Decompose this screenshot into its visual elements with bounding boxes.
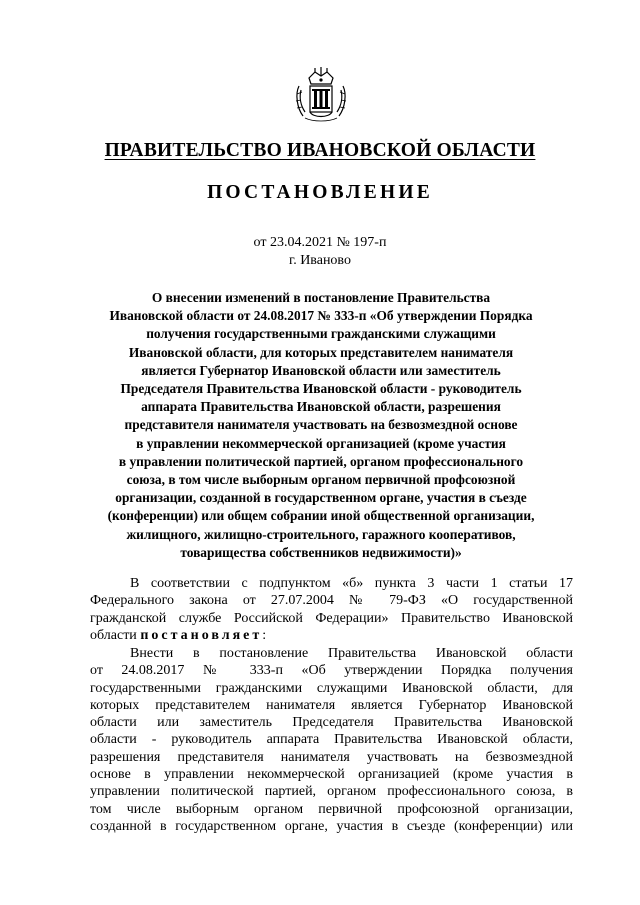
body-line: разрешения представителя нанимателя участвовать на безвозмездной	[90, 749, 573, 765]
body-line: государственными гражданскими служащими Ивановской области, для	[90, 680, 573, 696]
document-title	[82, 289, 560, 562]
paragraph-preamble	[90, 575, 573, 644]
title-line: представителя нанимателя участвовать на безвозмездной основе	[124, 417, 518, 433]
body-line: созданной в государственном органе, участия в съезде (конференции) или	[90, 818, 573, 834]
title-line: жилищного, жилищно-строительного, гаражного кооперативов,	[126, 526, 516, 542]
body-line: от 24.08.2017 № 333-п «Об утверждении Порядка получения	[90, 663, 573, 679]
body-line: том числе выборным органом первичной профсоюзной организации,	[90, 801, 573, 817]
body-line: В соответствии с подпунктом «б» пункта 3 части 1 статьи 17	[130, 576, 573, 591]
title-line: получения государственными гражданскими служащими	[146, 326, 496, 342]
title-line: союза, в том числе выборным органом первичной профсоюзной	[126, 472, 516, 488]
organization-heading: ПРАВИТЕЛЬСТВО ИВАНОВСКОЙ ОБЛАСТИ	[104, 140, 536, 161]
title-line: (конференции) или общем собрании иной общественной организации,	[107, 508, 535, 524]
date-number: от 23.04.2021 № 197-п	[253, 235, 387, 250]
title-line: является Губернатор Ивановской области или заместитель	[141, 362, 501, 378]
body-line: управлении политической партией, органом профессионального союза, в	[90, 784, 573, 800]
date-block	[0, 234, 640, 270]
coat-of-arms-emblem	[293, 64, 349, 124]
title-line: Ивановской области от 24.08.2017 № 333-п «Об утверждении Порядка	[109, 308, 533, 324]
body-text: области	[90, 627, 141, 643]
title-line: Председателя Правительства Ивановской области - руководитель	[120, 381, 522, 397]
title-line: аппарата Правительства Ивановской области, разрешения	[141, 399, 501, 415]
body-line: основе в управлении некоммерческой организацией (кроме участия в	[90, 767, 573, 783]
title-line: О внесении изменений в постановление Правительства	[151, 290, 491, 305]
title-line: в управлении политической партией, органом профессионального	[118, 453, 524, 469]
body-text: :	[262, 627, 267, 643]
body-line: области - руководитель аппарата Правительства Ивановской области,	[90, 732, 573, 748]
body-line: которых представителем нанимателя является Губернатор Ивановской	[90, 697, 573, 713]
city: г. Иваново	[289, 253, 351, 268]
document-type-heading: ПОСТАНОВЛЕНИЕ	[207, 182, 433, 203]
title-line: товарищества собственников недвижимости)»	[180, 544, 462, 560]
body-line	[90, 627, 573, 644]
body-line: области или заместитель Председателя Правительства Ивановской	[90, 715, 573, 731]
title-line: Ивановской области, для которых представителем нанимателя	[128, 344, 514, 360]
body-line: Федерального закона от 27.07.2004 № 79-ФЗ «О государственной	[90, 593, 573, 609]
paragraph-decree	[90, 645, 573, 835]
title-line: в управлении некоммерческой организацией (кроме участия	[136, 435, 506, 451]
body-line: Внести в постановление Правительства Ивановской области	[130, 646, 573, 661]
decree-keyword: постановляет	[140, 627, 263, 643]
title-line: организации, созданной в государственном органе, участия в съезде	[115, 490, 527, 506]
body-line: гражданской службе Российской Федерации» Правительство Ивановской	[90, 610, 573, 626]
